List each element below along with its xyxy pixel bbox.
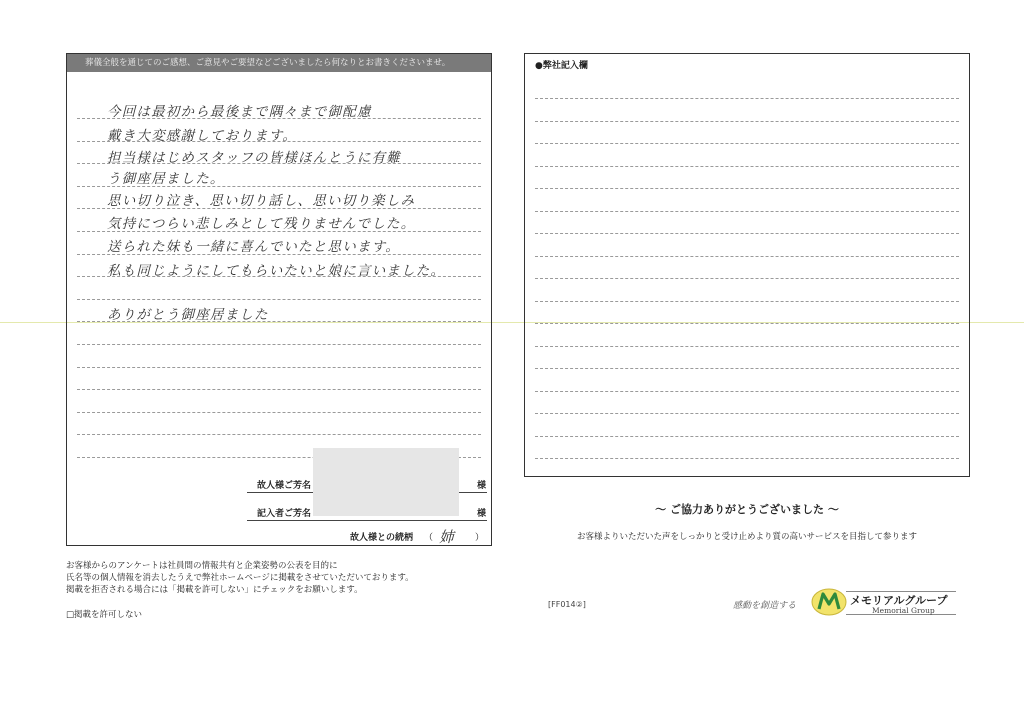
- honorific-sama: 様: [477, 481, 487, 491]
- honorific-sama: 様: [477, 509, 487, 519]
- logo-english-name: Memorial Group: [872, 606, 935, 615]
- comment-header: 葬儀全般を通じてのご感想、ご意見やご要望などございましたら何なりとお書きくださいませ。: [67, 54, 491, 72]
- ruled-line: [535, 143, 959, 144]
- redaction-block: [313, 448, 459, 516]
- ruled-line: [77, 389, 481, 390]
- ruled-line: [535, 98, 959, 99]
- ruled-line: [535, 391, 959, 392]
- privacy-notes: [66, 560, 414, 596]
- handwritten-line: 担当様はじめスタッフの皆様ほんとうに有難: [107, 150, 401, 166]
- office-use-panel: [524, 53, 970, 477]
- handwritten-line: 私も同じようにしてもらいたいと娘に言いました。: [107, 263, 446, 279]
- thanks-title: ～ ご協力ありがとうございました ～: [655, 503, 839, 516]
- thanks-subtitle: お客様よりいただいた声をしっかりと受け止めより質の高いサービスを目指して参ります: [576, 532, 917, 542]
- relation-value: 姉: [439, 528, 456, 546]
- ruled-line: [535, 211, 959, 212]
- ruled-line: [535, 413, 959, 414]
- ruled-line: [535, 323, 959, 324]
- ruled-line: [535, 436, 959, 437]
- company-slogan: 感動を創造する: [733, 601, 797, 611]
- ruled-line: [535, 278, 959, 279]
- ruled-line: [77, 434, 481, 435]
- ruled-line: [535, 188, 959, 189]
- ruled-line: [535, 256, 959, 257]
- handwritten-line: ありがとう御座居ました: [107, 307, 269, 323]
- logo-japanese-name: メモリアルグループ: [850, 594, 948, 607]
- ruled-line: [535, 233, 959, 234]
- office-use-title: ●弊社記入欄: [535, 61, 588, 71]
- ruled-line: [535, 301, 959, 302]
- form-code: [FF014②]: [548, 600, 586, 609]
- handwritten-line: 思い切り泣き、思い切り話し、思い切り楽しみ: [107, 193, 416, 209]
- ruled-line: [535, 368, 959, 369]
- privacy-note-line: 氏名等の個人情報を消去したうえで弊社ホームページに掲載をさせていただいております。: [66, 573, 414, 583]
- writer-name-label: 記入者ご芳名: [257, 509, 312, 519]
- ruled-line: [535, 458, 959, 459]
- ruled-line: [77, 367, 481, 368]
- ruled-line: [77, 299, 481, 300]
- handwritten-line: 今回は最初から最後まで隅々まで御配慮: [107, 104, 372, 120]
- handwritten-line: う御座居ました。: [107, 171, 225, 187]
- no-publish-checkbox[interactable]: □掲載を許可しない: [66, 610, 143, 620]
- ruled-line: [535, 166, 959, 167]
- handwritten-line: 気持につらい悲しみとして残りませんでした。: [107, 216, 416, 232]
- deceased-name-label: 故人様ご芳名: [257, 481, 312, 491]
- memorial-logo-icon: [810, 585, 848, 617]
- privacy-note-line: お客様からのアンケートは社員間の情報共有と企業姿勢の公表を目的に: [66, 561, 338, 571]
- ruled-line: [77, 412, 481, 413]
- relation-close-paren: ）: [475, 533, 485, 543]
- writer-name-line: [247, 520, 487, 521]
- ruled-line: [535, 121, 959, 122]
- handwritten-line: 戴き大変感謝しております。: [107, 128, 298, 144]
- ruled-line: [77, 344, 481, 345]
- ruled-line: [535, 346, 959, 347]
- privacy-note-line: 掲載を拒否される場合には「掲載を許可しない」にチェックをお願いします。: [66, 585, 363, 595]
- relation-open-paren: （: [424, 533, 434, 543]
- handwritten-line: 送られた妹も一緒に喜んでいたと思います。: [107, 239, 400, 255]
- relation-label: 故人様との続柄: [350, 533, 414, 543]
